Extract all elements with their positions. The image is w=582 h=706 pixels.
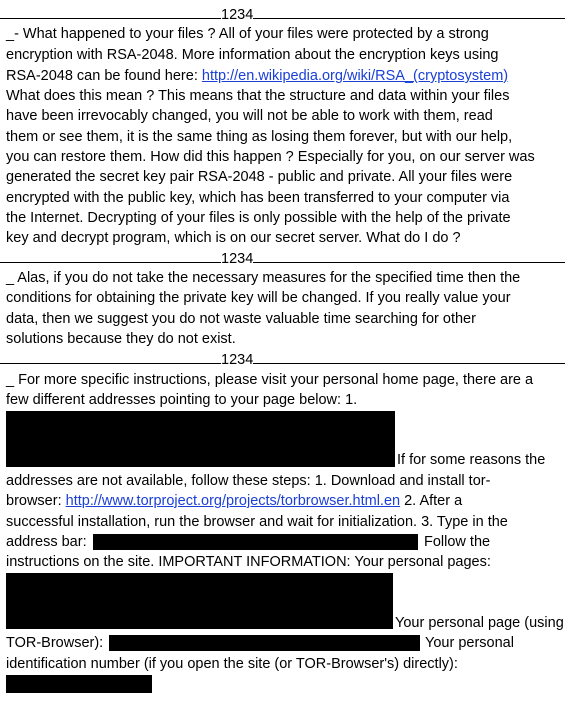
text-span: Follow the xyxy=(424,534,491,550)
text-span: data, then we suggest you do not waste valuable time searching for other xyxy=(6,311,476,327)
text-span: them or see them, it is the same thing as losing them forever, but with our help, xyxy=(6,129,513,145)
text-line xyxy=(6,471,490,491)
text-span: 2. After a xyxy=(400,493,463,509)
text-span: few different addresses pointing to your page below: 1. xyxy=(6,392,358,408)
text-line xyxy=(6,288,511,308)
text-line xyxy=(6,491,462,511)
text-line xyxy=(6,370,533,390)
text-line xyxy=(6,86,509,106)
text-line xyxy=(6,654,458,674)
redacted-personal-pages xyxy=(6,573,393,629)
separator-label: 1234 xyxy=(221,352,254,368)
text-span: successful installation, run the browser and wait for initialization. 3. Type in the xyxy=(6,514,508,530)
wikipedia-rsa-link[interactable]: http://en.wikipedia.org/wiki/RSA_(cryptosystem) xyxy=(201,68,509,84)
text-span: key and decrypt program, which is on our secret server. What do I do ? xyxy=(6,230,461,246)
torproject-link[interactable]: http://www.torproject.org/projects/torbrowser.html.en xyxy=(65,493,401,509)
text-line xyxy=(6,532,87,552)
text-line xyxy=(6,167,512,187)
separator-underscores-left xyxy=(0,248,221,263)
text-span: Your personal xyxy=(425,635,514,651)
text-span: RSA-2048 can be found here: xyxy=(6,68,202,84)
separator-line xyxy=(0,349,565,369)
text-span: encryption with RSA-2048. More information about the encryption keys using xyxy=(6,47,499,63)
text-line xyxy=(6,633,103,653)
text-line xyxy=(6,45,498,65)
separator-line xyxy=(0,248,565,268)
text-span: What does this mean ? This means that the structure and data within your files xyxy=(6,88,510,104)
separator-underscores-right xyxy=(253,4,565,19)
redacted-address-bar xyxy=(93,534,418,550)
text-span: _- What happened to your files ? All of your files were protected by a strong xyxy=(6,26,489,42)
text-line xyxy=(6,329,236,349)
text-line xyxy=(6,66,508,86)
text-line xyxy=(6,24,489,44)
separator-underscores-left xyxy=(0,349,221,364)
text-span: browser: xyxy=(6,493,66,509)
text-line xyxy=(6,127,512,147)
redacted-addresses-block xyxy=(6,411,395,467)
text-span: generated the secret key pair RSA-2048 - public and private. All your files were xyxy=(6,169,513,185)
redacted-tor-page xyxy=(109,635,420,651)
separator-underscores-right xyxy=(253,248,565,263)
redacted-identification-number xyxy=(6,675,152,693)
separator-label: 1234 xyxy=(221,7,254,23)
text-line xyxy=(6,188,509,208)
text-span: If for some reasons the xyxy=(397,452,546,468)
text-span: the Internet. Decrypting of your files is only possible with the help of the private xyxy=(6,210,511,226)
text-line xyxy=(6,208,511,228)
text-line xyxy=(6,228,461,248)
separator-line xyxy=(0,4,565,24)
separator-label: 1234 xyxy=(221,251,254,267)
text-line xyxy=(6,147,535,167)
text-span: solutions because they do not exist. xyxy=(6,331,236,347)
separator-underscores-left xyxy=(0,4,221,19)
text-line xyxy=(6,268,520,288)
text-line xyxy=(424,532,490,552)
text-span: have been irrevocably changed, you will not be able to work with them, read xyxy=(6,108,493,124)
text-span: addresses are not available, follow these steps: 1. Download and install tor- xyxy=(6,473,491,489)
text-line xyxy=(6,106,493,126)
text-line xyxy=(6,512,508,532)
text-line xyxy=(6,552,491,572)
text-line xyxy=(6,309,476,329)
text-span: Your personal page (using xyxy=(395,615,564,631)
text-span: address bar: xyxy=(6,534,87,550)
text-line xyxy=(6,390,357,410)
text-span: TOR-Browser): xyxy=(6,635,104,651)
text-line xyxy=(425,633,514,653)
text-span: instructions on the site. IMPORTANT INFORMATION: Your personal pages: xyxy=(6,554,491,570)
text-span: _ Alas, if you do not take the necessary measures for the specified time then the xyxy=(6,270,521,286)
text-span: conditions for obtaining the private key will be changed. If you really value your xyxy=(6,290,511,306)
text-line xyxy=(397,450,545,470)
separator-underscores-right xyxy=(253,349,565,364)
text-span: encrypted with the public key, which has been transferred to your computer via xyxy=(6,190,510,206)
text-span: identification number (if you open the site (or TOR-Browser's) directly): xyxy=(6,656,458,672)
text-span: you can restore them. How did this happen ? Especially for you, on our server was xyxy=(6,149,535,165)
text-line xyxy=(395,613,564,633)
text-span: _ For more specific instructions, please visit your personal home page, there are a xyxy=(6,372,534,388)
